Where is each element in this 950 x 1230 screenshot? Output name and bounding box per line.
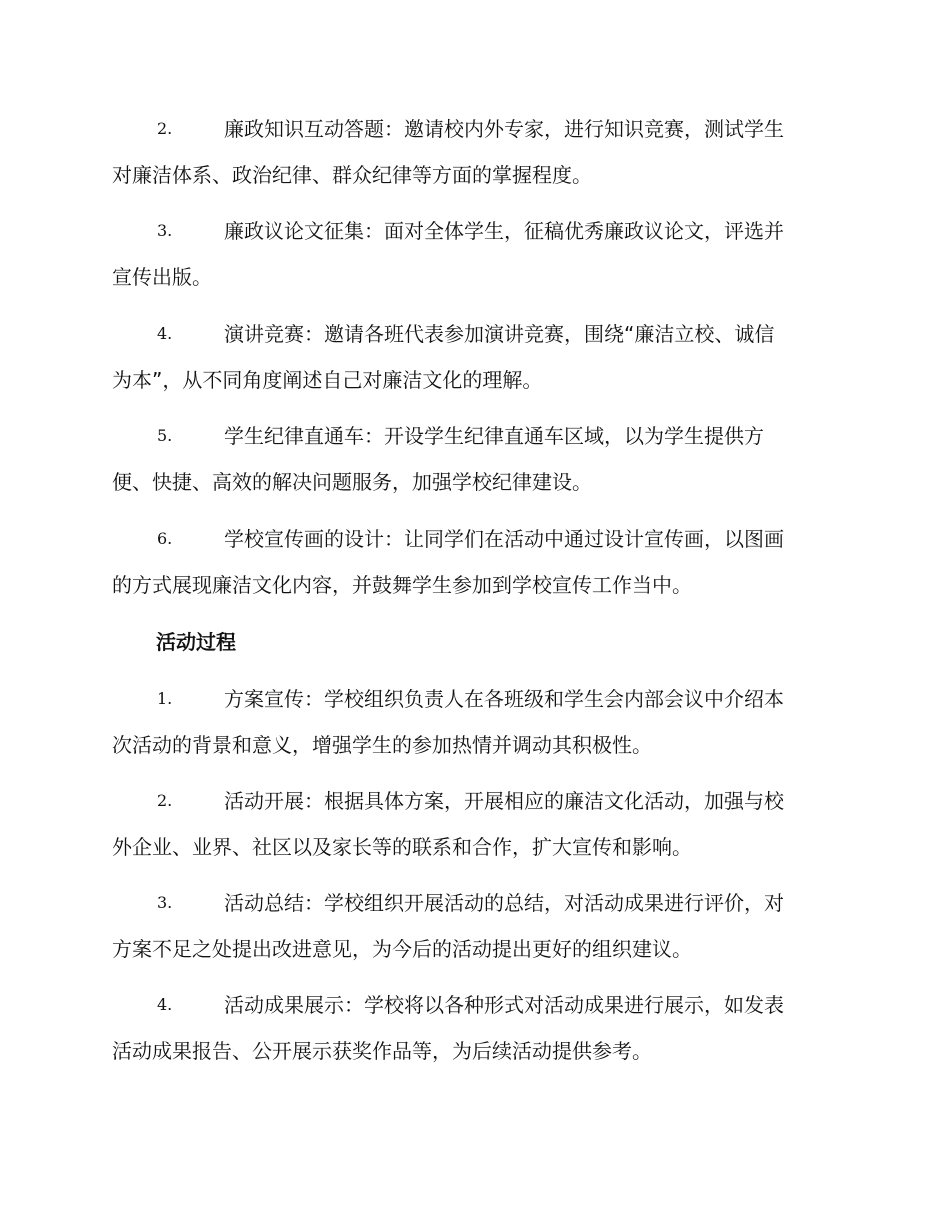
list-item [112, 676, 832, 768]
list-item-number: 3. [157, 893, 173, 912]
section-heading: 活动过程 [156, 630, 236, 654]
list-item-text-line2: 的方式展现廉洁文化内容，并鼓舞学生参加到学校宣传工作当中。 [112, 573, 692, 597]
list-item-number: 4. [157, 995, 173, 1014]
list-item-number: 2. [157, 119, 173, 138]
list-item-text-line2: 对廉洁体系、政治纪律、群众纪律等方面的掌握程度。 [112, 163, 592, 187]
list-item [112, 778, 832, 870]
list-item-text-line2: 外企业、业界、社区以及家长等的联系和合作，扩大宣传和影响。 [112, 835, 692, 859]
list-item-number: 3. [157, 221, 173, 240]
list-item-text-line2: 次活动的背景和意义，增强学生的参加热情并调动其积极性。 [112, 733, 652, 757]
list-item-text-line2: 便、快捷、高效的解决问题服务，加强学校纪律建设。 [112, 470, 592, 494]
list-item-text-line1: 学校宣传画的设计：让同学们在活动中通过设计宣传画，以图画 [224, 527, 784, 551]
list-item [112, 208, 832, 300]
list-item-text-line1: 活动总结：学校组织开展活动的总结，对活动成果进行评价，对 [224, 891, 784, 915]
list-item-text-line1: 方案宣传：学校组织负责人在各班级和学生会内部会议中介绍本 [224, 687, 784, 711]
list-item [112, 106, 832, 198]
list-item-number: 6. [157, 529, 173, 548]
list-item-number: 2. [157, 791, 173, 810]
list-item [112, 311, 832, 403]
list-item-number: 4. [157, 324, 173, 343]
list-item-text-line1: 廉政议论文征集：面对全体学生，征稿优秀廉政议论文，评选并 [224, 219, 784, 243]
list-item-text-line2: 活动成果报告、公开展示获奖作品等，为后续活动提供参考。 [112, 1039, 652, 1063]
list-item [112, 880, 832, 972]
list-item-number: 1. [157, 689, 173, 708]
list-item [112, 982, 832, 1074]
list-item-text-line2: 宣传出版。 [112, 265, 212, 289]
list-item-text-line2: 方案不足之处提出改进意见，为今后的活动提出更好的组织建议。 [112, 937, 692, 961]
list-item-text-line1: 活动成果展示：学校将以各种形式对活动成果进行展示，如发表 [224, 993, 784, 1017]
list-item-text-line2: 为本”，从不同角度阐述自己对廉洁文化的理解。 [112, 368, 543, 392]
list-item-text-line1: 学生纪律直通车：开设学生纪律直通车区域，以为学生提供方 [224, 424, 764, 448]
list-item [112, 413, 832, 505]
list-item-text-line1: 演讲竞赛：邀请各班代表参加演讲竞赛，围绕“廉洁立校、诚信 [224, 322, 775, 346]
list-item [112, 516, 832, 608]
list-item-text-line1: 活动开展：根据具体方案，开展相应的廉洁文化活动，加强与校 [224, 789, 784, 813]
list-item-text-line1: 廉政知识互动答题：邀请校内外专家，进行知识竞赛，测试学生 [224, 117, 784, 141]
list-item-number: 5. [157, 426, 173, 445]
